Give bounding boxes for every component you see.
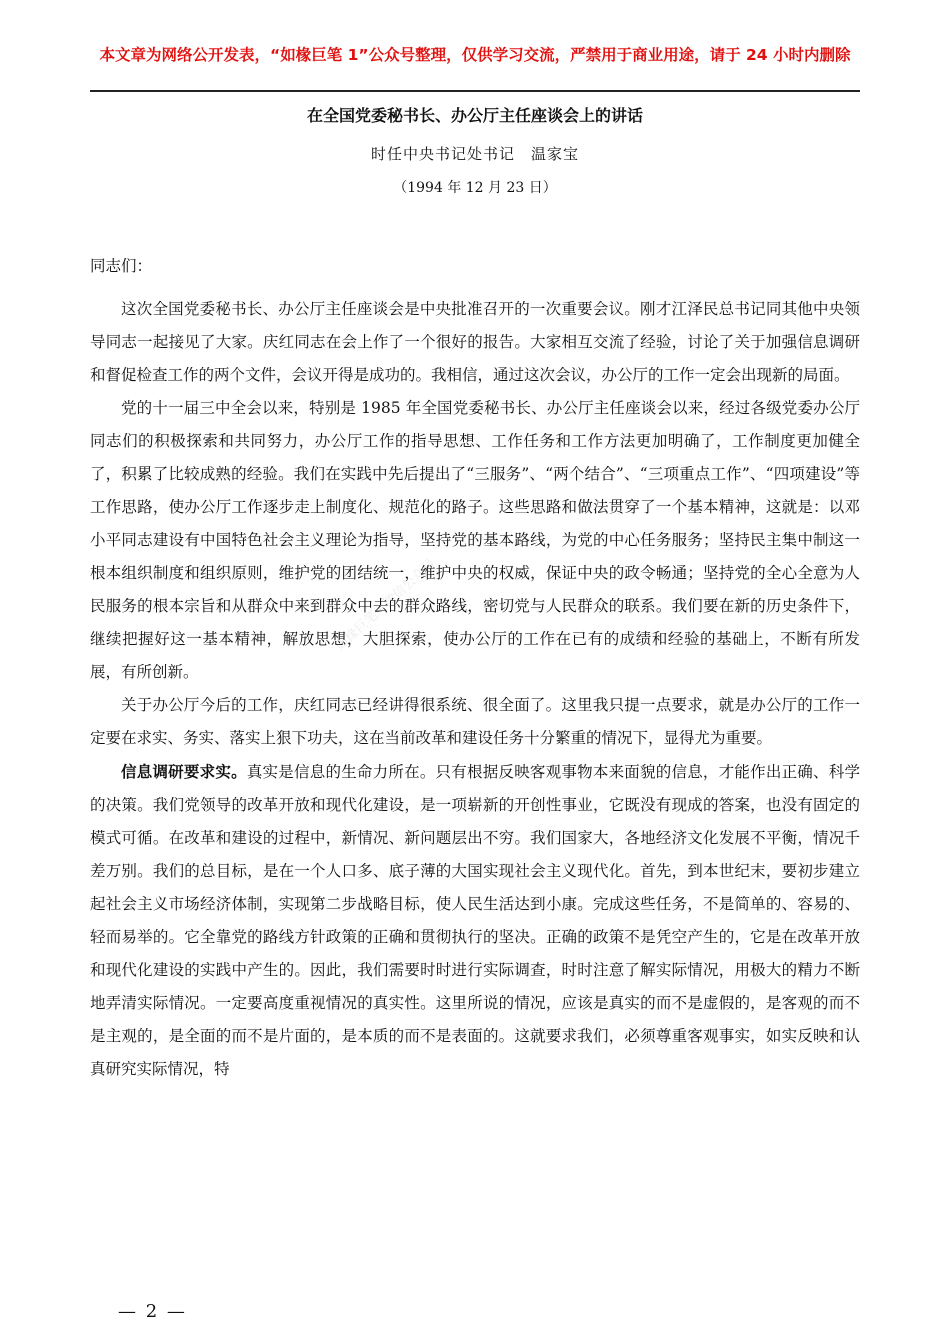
section-text: 真实是信息的生命力所在。只有根据反映客观事物本来面貌的信息，才能作出正确、科学的决策。我们党领导的改革开放和现代化建设，是一项崭新的开创性事业，它既没有现成的答案，也没有固定的模式可循。在改革和建设的过程中，新情况、新问题层出不穷。我们国家大，各地经济文化发展不平衡，情况千差万别。我们的总目标，是在一个人口多、底子薄的大国实现社会主义现代化。首先，到本世纪末，要初步建立起社会主义市场经济体制，实现第二步战略目标，使人民生活达到小康。完成这些任务，不是简单的、容易的、轻而易举的。它全靠党的路线方针政策的正确和贯彻执行的坚决。正确的政策不是凭空产生的，它是在改革开放和现代化建设的实践中产生的。因此，我们需要时时进行实际调查，时时注意了解实际情况，用极大的精力不断地弄清实际情况。一定要高度重视情况的真实性。这里所说的情况，应该是真实的而不是虚假的，是客观的而不是主观的，是全面的而不是片面的，是本质的而不是表面的。这就要求我们，必须尊重客观事实，如实反映和认真研究实际情况，特 xyxy=(90,763,860,1078)
speech-date: （1994 年 12 月 23 日） xyxy=(393,180,557,196)
paragraph-2: 党的十一届三中全会以来，特别是 1985 年全国党委秘书长、办公厅主任座谈会以来，经过各级党委办公厅同志们的积极探索和共同努力，办公厅工作的指导思想、工作任务和工作方法更加明确了，工作制度更加健全了，积累了比较成熟的经验。我们在实践中先后提出了“三服务”、“两个结合”、“三项重点工作”、“四项建设”等工作思路，使办公厅工作逐步走上制度化、规范化的路子。这些思路和做法贯穿了一个基本精神，这就是：以邓小平同志建设有中国特色社会主义理论为指导，坚持党的基本路线，为党的中心任务服务；坚持民主集中制这一根本组织制度和组织原则，维护党的团结统一，维护中央的权威，保证中央的政令畅通；坚持党的全心全意为人民服务的根本宗旨和从群众中来到群众中去的群众路线，密切党与人民群众的联系。我们要在新的历史条件下，继续把握好这一基本精神，解放思想，大胆探索，使办公厅的工作在已有的成绩和经验的基础上，不断有所发展，有所创新。 xyxy=(90,399,860,681)
salutation: 同志们： xyxy=(90,257,153,275)
section-heading: 信息调研要求实。 xyxy=(121,762,247,781)
copyright-notice: 本文章为网络公开发表，“如椽巨笔 1”公众号整理，仅供学习交流，严禁用于商业用途，请于 24 小时内删除 xyxy=(99,46,851,64)
speech-title: 在全国党委秘书长、办公厅主任座谈会上的讲话 xyxy=(306,106,643,125)
speech-body xyxy=(90,250,860,1086)
paragraph-1: 这次全国党委秘书长、办公厅主任座谈会是中央批准召开的一次重要会议。刚才江泽民总书记同其他中央领导同志一起接见了大家。庆红同志在会上作了一个很好的报告。大家相互交流了经验，讨论了关于加强信息调研和督促检查工作的两个文件，会议开得是成功的。我相信，通过这次会议，办公厅的工作一定会出现新的局面。 xyxy=(90,300,860,384)
watermark-stamp: 如椽巨笔 · 微信公众号 xyxy=(332,556,439,655)
section-paragraph xyxy=(90,755,860,1086)
speaker-line: 时任中央书记处书记 温家宝 xyxy=(370,145,579,163)
paragraph-3: 关于办公厅今后的工作，庆红同志已经讲得很系统、很全面了。这里我只提一点要求，就是办公厅的工作一定要在求实、务实、落实上狠下功夫，这在当前改革和建设任务十分繁重的情况下，显得尤为重要。 xyxy=(90,696,860,747)
header-rule xyxy=(90,90,860,92)
page-number: — 2 — xyxy=(118,1301,187,1322)
